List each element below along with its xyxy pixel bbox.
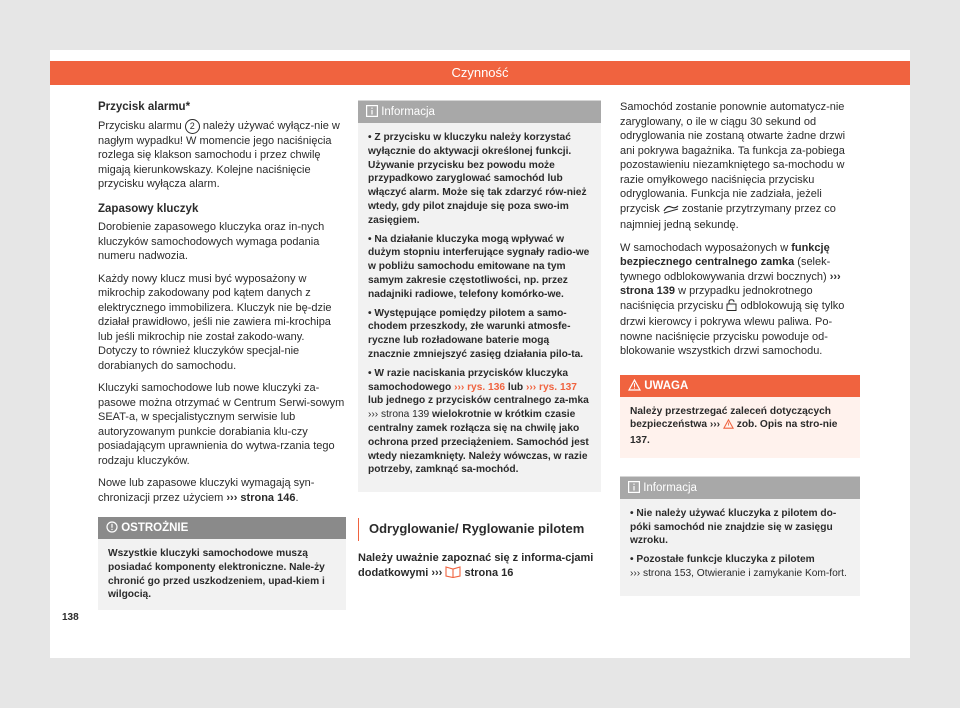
column-3 [620, 100, 860, 596]
info-item-text: Z przycisku w kluczyku należy korzystać wyłącznie do aktywacji określonej funkcji. Używanie przycisku bez powodu może przypadkowo zaryglować samochód lub włączyć alarm. Może się tak zdarzyć rów-nież wtedy, gdy pilot znajduje się poza swo-im zasięgiem. [368, 132, 587, 226]
spare-paragraph-2: Każdy nowy klucz musi być wyposażony w mikrochip zakodowany pod kątem danych z elektrycznego immobilizera. Kluczyk nie bę-dzie działał prawidłowo, jeśli nie zawiera mi-krochipa lub jeśli mikrochip nie został zakodo-wany. Dotyczy to również kluczyków specjal-nie dorabianych do samochodu. [98, 272, 332, 372]
info-item-text: Nie należy używać kluczyka z pilotem do-póki samochód nie znajdzie się w zasięgu wzroku. [630, 507, 837, 547]
caution-text: Wszystkie kluczyki samochodowe muszą posiadać komponenty elektroniczne. Nale-ży chronić go przed uszkodzeniem, upad-kiem i wilgocią. [108, 548, 325, 601]
info-icon [628, 479, 640, 501]
spare-paragraph-1: Dorobienie zapasowego kluczyka oraz in-nych kluczyków samochodowych wymaga podania numeru nadwozia. [98, 221, 325, 262]
autolock-paragraph [620, 100, 860, 233]
reference-arrows: ››› [709, 419, 721, 431]
info-box-2 [620, 476, 860, 596]
spare-paragraph-3: Kluczyki samochodowe lub nowe kluczyki za-pasowe można otrzymać w Centrum Serwi-sowym SEAT-a, w specjalistycznym serwisie lub autoryzowanym punkcie dorabiania klu-czy posiadającym uprawnienia do wytwa-rzania tego rodzaju kluczyków. [98, 382, 345, 467]
spare-p4-text: Nowe lub zapasowe kluczyki wymagają syn-chronizacji przez użyciem [98, 477, 315, 504]
column-2 [358, 100, 601, 591]
caution-title: OSTROŻNIE [121, 522, 189, 534]
page-reference-link[interactable]: ››› strona 146 [226, 491, 296, 504]
alarm-text-a: Przycisku alarmu [98, 119, 182, 132]
warning-text-a: Należy przestrzegać zaleceń dotyczących bezpieczeństwa [630, 405, 832, 431]
safelock-text-b: (selek-tywnego odblokowywania drzwi bocznych) [620, 256, 831, 283]
page-reference-link[interactable]: ››› strona 153, Otwieranie i zamykanie Kom-fort. [630, 568, 847, 580]
autolock-text-a: Samochód zostanie ponownie automatycz-nie zaryglowany, o ile w ciągu 30 sekund od odryglowania nie zostaną otwarte żadne drzwi ani pokrywa bagażnika. Ta funkcja za-pobiega pozostawieniu niezamkniętego sa-mochodu w razie omyłkowego naciśnięcia przycisku odryglowania. Funkcja nie zadziała, jeżeli przycisk [620, 101, 846, 215]
page-number: 138 [62, 612, 79, 623]
info-item-text: Pozostałe funkcje kluczyka z pilotem [636, 554, 815, 566]
reference-arrows: ››› [431, 567, 443, 580]
caution-box [98, 517, 346, 610]
info-item4-b: lub [507, 381, 524, 393]
callout-number: 2 [185, 119, 200, 134]
warning-triangle-icon [723, 419, 734, 434]
info-item: • Nie należy używać kluczyka z pilotem do-póki samochód nie znajdzie się w zasięgu wzroku. [630, 507, 837, 547]
info-item-text: Na działanie kluczyka mogą wpływać w dużym stopniu interferujące sygnały radio-we w pobliżu samochodu emitowane na tym samym zakresie częstotliwości, np. przez nadajniki radiowe, telefony komórko-we. [368, 233, 590, 300]
info-item4-a: W razie naciskania przycisków kluczyka samochodowego [368, 367, 569, 393]
page-header: Czynność [50, 61, 910, 85]
info-item: • Występujące pomiędzy pilotem a samo-chodem przeszkody, złe warunki atmosfe-ryczne lub rozładowane baterie mogą znacznie zmniejszyć zasięg działania pilo-ta. [368, 307, 584, 360]
info-title: Informacja [643, 481, 697, 494]
info-icon [366, 103, 378, 125]
warning-body [620, 397, 860, 448]
page-reference-link[interactable]: zob. Opis na stro-nie 137. [630, 419, 838, 447]
info-item4-c: lub jednego z przycisków centralnego za-mka [368, 395, 589, 407]
safelock-text-d: odblokowują się tylko drzwi kierowcy i pokrywa wlewu paliwa. Po-nowne naciśnięcie przycisku powoduje od-blokowanie wszystkich drzwi samochodu. [620, 299, 845, 357]
warning-title: UWAGA [644, 379, 689, 392]
info-item: • W razie naciskania przycisków kluczyka samochodowego ››› rys. 136 lub ››› rys. 137 lub jednego z przycisków centralnego za-mka ››› strona 139 wielokrotnie w krótkim czasie centralny zamek rozłącza się na chwilę jako ochrona przed przeciążeniem. Samochód jest wtedy niezamknięty. Należy wówczas, w razie potrzeby, zamknąć sa-mochód. [368, 367, 589, 476]
alarm-text-b: należy używać wyłącz-nie w nagłym wypadku! W momencie jego naciśnięcia rozlega się klakson samochodu i przez chwilę migają kierunkowskazy. Kolejne naciśnięcie przycisku wyłącza alarm. [98, 119, 340, 190]
alarm-paragraph [98, 119, 346, 192]
spare-paragraph-4: Nowe lub zapasowe kluczyki wymagają syn-chronizacji przez użyciem ››› strona 146. [98, 477, 315, 504]
figure-reference-link[interactable]: ››› rys. 137 [526, 381, 577, 393]
info-title: Informacja [381, 106, 435, 118]
page-reference-link[interactable]: ››› strona 139 [368, 409, 430, 421]
info-box [358, 100, 601, 492]
info-item: • Z przycisku w kluczyku należy korzystać wyłącznie do aktywacji określonej funkcji. Używanie przycisku bez powodu może przypadkowo zaryglować samochód lub włączyć alarm. Może się tak zdarzyć rów-nież wtedy, gdy pilot znajduje się poza swo-im zasięgiem. [368, 132, 587, 226]
info-item-text: Występujące pomiędzy pilotem a samo-chodem przeszkody, złe warunki atmosfe-ryczne lub rozładowane baterie mogą znacznie zmniejszyć zasięg działania pilo-ta. [368, 307, 584, 360]
spare-key-heading: Zapasowy kluczyk [98, 202, 199, 215]
caution-circle-icon [106, 519, 118, 541]
warning-box [620, 375, 860, 458]
page-reference-link[interactable]: strona 16 [464, 567, 514, 580]
page-reference-link[interactable]: ››› strona 139 [620, 270, 841, 297]
section-title: Odryglowanie/ Ryglowanie pilotem [358, 518, 601, 541]
figure-reference-link[interactable]: ››› rys. 136 [454, 381, 506, 393]
warning-triangle-icon [628, 377, 641, 399]
safelock-paragraph [620, 241, 860, 359]
column-1 [98, 100, 346, 610]
caution-header [98, 517, 346, 539]
book-icon [445, 565, 461, 583]
unlock-padlock-icon [726, 299, 737, 316]
warning-header [620, 375, 860, 397]
info-item: • Na działanie kluczyka mogą wpływać w dużym stopniu interferujące sygnały radio-we w pobliżu samochodu emitowane na tym samym zakresie częstotliwości, np. przez nadajniki radiowe, telefony komórko-we. [368, 233, 590, 300]
info-body [358, 123, 601, 477]
alarm-heading: Przycisk alarmu* [98, 101, 191, 113]
info-item: • Pozostałe funkcje kluczyka z pilotem ››› strona 153, Otwieranie i zamykanie Kom-fort. [630, 554, 847, 580]
info-item4-d: wielokrotnie w krótkim czasie centralny zamek rozłącza się na chwilę jako ochrona przed przeciążeniem. Samochód jest wtedy niezamknięty. Należy wówczas, w razie potrzeby, zamknąć sa-mochód. [368, 409, 589, 476]
info-header [358, 101, 601, 123]
safelock-term: funkcję bezpiecznego centralnego zamka [620, 241, 830, 268]
section-paragraph [358, 551, 601, 583]
unlock-car-icon [663, 204, 679, 219]
autolock-text-b: zostanie przytrzymany przez co najmniej jedną sekundę. [620, 202, 836, 231]
info-body [620, 499, 860, 581]
info-header [620, 477, 860, 499]
section-text: Należy uważnie zapoznać się z informa-cjami dodatkowymi [358, 551, 594, 580]
safelock-text-a: W samochodach wyposażonych w [620, 241, 789, 254]
safelock-text-c: w przypadku jednokrotnego naciśnięcia przycisku [620, 285, 813, 312]
